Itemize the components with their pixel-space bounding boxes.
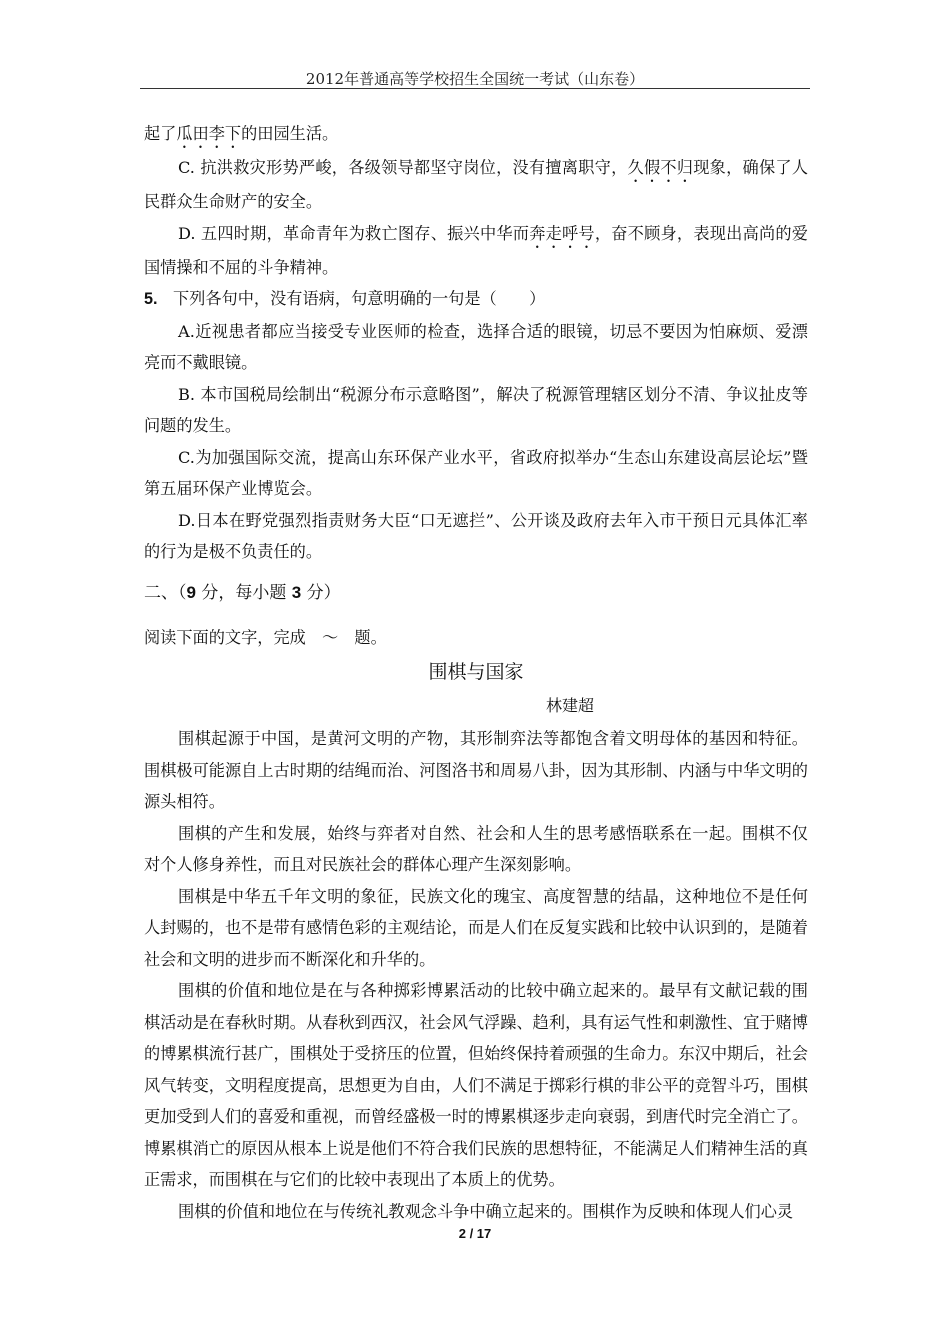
emphasized-idiom: 奔走呼号 — [529, 223, 595, 243]
text-segment: 的田园生活。 — [241, 124, 339, 143]
q5-option-c: C.为加强国际交流，提高山东环保产业水平，省政府拟举办“生态山东建设高层论坛”暨第五届环保产业博览会。 — [144, 447, 808, 498]
option-c — [144, 152, 808, 218]
q5-option-b: B. 本市国税局绘制出“税源分布示意略图”，解决了税源管理辖区划分不清、争议扯皮等问题的发生。 — [144, 384, 808, 435]
emphasized-idiom: 瓜田李下 — [176, 124, 242, 143]
q5-option-a: A.近视患者都应当接受专业医师的检查，选择合适的眼镜，切忌不要因为怕麻烦、爱漂亮而不戴眼镜。 — [144, 321, 808, 372]
article-paragraph: 围棋起源于中国，是黄河文明的产物，其形制弈法等都饱含着文明母体的基因和特征。围棋极可能源自上古时期的结绳而治、河图洛书和周易八卦，因为其形制、内涵与中华文明的源头相符。 — [144, 729, 808, 811]
question-5-stem — [144, 283, 808, 316]
text-segment: D. 五四时期，革命青年为救亡图存、振兴中华而 — [178, 223, 530, 243]
article-paragraph: 围棋的价值和地位在与传统礼教观念斗争中确立起来的。围棋作为反映和体现人们心灵 — [178, 1201, 794, 1221]
reading-instruction: 阅读下面的文字，完成 ～ 题。 — [144, 627, 387, 647]
running-header: 2012年普通高等学校招生全国统一考试（山东卷） — [305, 70, 645, 88]
article-paragraph: 围棋的产生和发展，始终与弈者对自然、社会和人生的思考感悟联系在一起。围棋不仅对个人修身养性，而且对民族社会的群体心理产生深刻影响。 — [144, 823, 808, 874]
page-content — [144, 118, 808, 1227]
section-points: 9 — [186, 582, 196, 602]
article-paragraph: 围棋是中华五千年文明的象征，民族文化的瑰宝、高度智慧的结晶，这种地位不是任何人封赐的，也不是带有感情色彩的主观结论，而是人们在反复实践和比较中认识到的，是随着社会和文明的进步而不断深化和升华的。 — [144, 886, 808, 969]
text-segment: 现象，确保了人民群众生命财产的安全。 — [144, 158, 808, 211]
question-number: 5. — [144, 290, 158, 308]
continued-line — [144, 118, 808, 152]
q5-option-d: D.日本在野党强烈指责财务大臣“口无遮拦”、公开谈及政府去年入市干预日元具体汇率的行为是极不负责任的。 — [144, 510, 808, 561]
article-title: 围棋与国家 — [428, 661, 524, 683]
text-segment: 分） — [301, 582, 341, 603]
section-heading — [144, 576, 808, 610]
header-rule — [140, 88, 810, 89]
emphasized-idiom: 久假不归 — [627, 158, 694, 177]
text-segment: 分，每小题 — [195, 582, 292, 603]
article-paragraph: 围棋的价值和地位是在与各种掷彩博累活动的比较中确立起来的。最早有文献记载的围棋活动是在春秋时期。从春秋到西汉，社会风气浮躁、趋利，具有运气性和刺激性、宜于赌博的博累棋流行甚广，围棋处于受挤压的位置，但始终保持着顽强的生命力。东汉中期后，社会风气转变，文明程度提高，思想更为自由，人们不满足于掷彩行棋的非公平的竞智斗巧，围棋更加受到人们的喜爱和重视，而曾经盛极一时的博累棋逐步走向衰弱，到唐代时完全消亡了。博累棋消亡的原因从根本上说是他们不符合我们民族的思想特征，不能满足人们精神生活的真正需求，而围棋在与它们的比较中表现出了本质上的优势。 — [144, 981, 808, 1189]
page-number: 2 / 17 — [458, 1226, 492, 1241]
question-text: 下列各句中，没有语病，句意明确的一句是（ ） — [172, 289, 546, 308]
option-d — [144, 218, 808, 284]
text-segment: ，奋不顾身，表现出高尚的爱国情操和不屈的斗争精神。 — [144, 223, 808, 277]
text-segment: 二、（ — [144, 582, 187, 603]
text-segment: 起了 — [144, 124, 177, 143]
article-author: 林建超 — [545, 696, 594, 715]
per-question-points: 3 — [291, 582, 302, 602]
text-segment: C. 抗洪救灾形势严峻，各级领导都坚守岗位，没有擅离职守， — [178, 158, 628, 177]
